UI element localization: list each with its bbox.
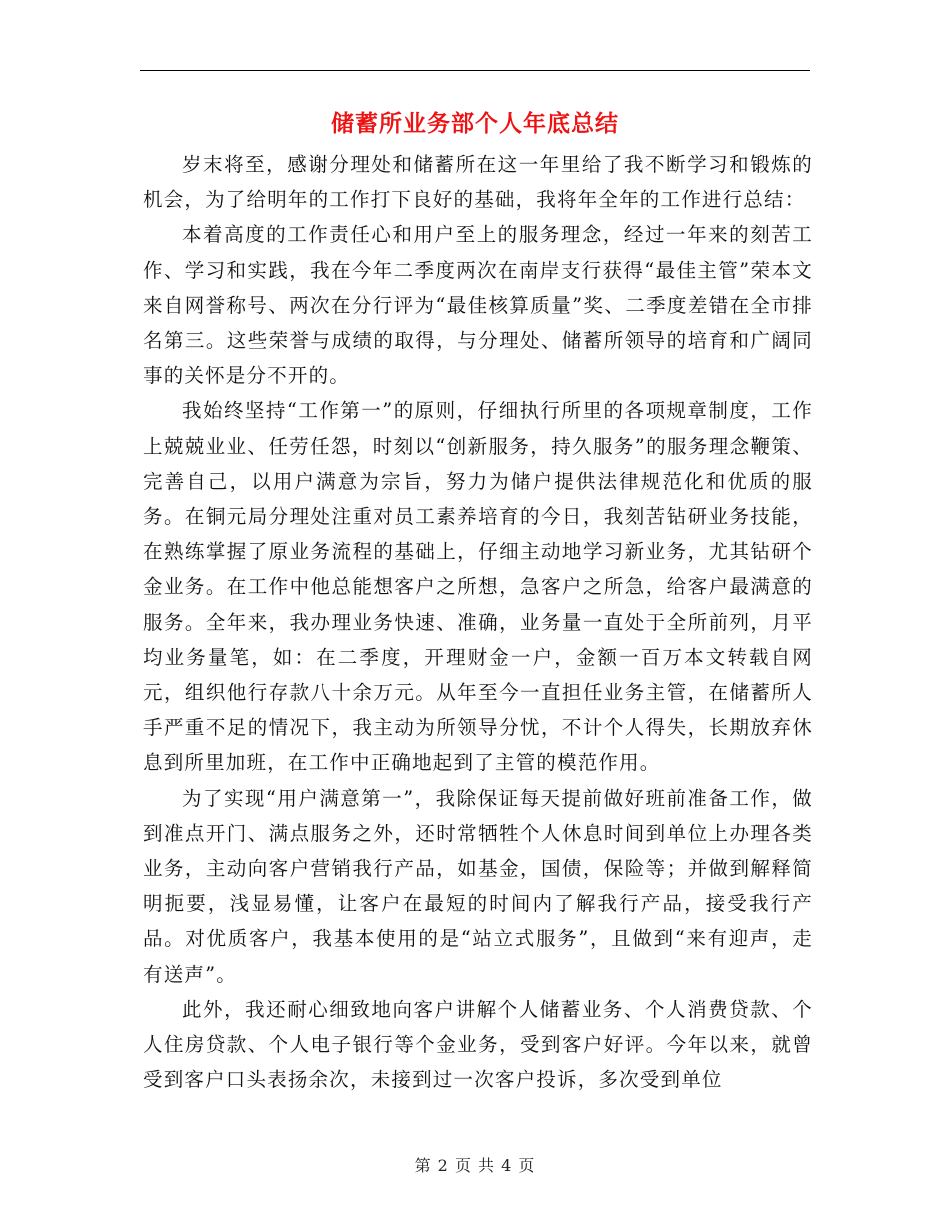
page-title: 储蓄所业务部个人年底总结 [331, 110, 619, 137]
header-rule [140, 70, 810, 71]
paragraph-honors: 本着高度的工作责任心和用户至上的服务理念，经过一年来的刻苦工作、学习和实践，我在今年二季度两次在南岸支行获得“最佳主管”荣本文来自网誉称号、两次在分行评为“最佳核算质量”奖、二季度差错在全市排名第三。这些荣誉与成绩的取得，与分理处、储蓄所领导的培育和广阔同事的关怀是分不开的。 [143, 223, 813, 388]
paragraph-additional: 此外，我还耐心细致地向客户讲解个人储蓄业务、个人消费贷款、个人住房贷款、个人电子银行等个金业务，受到客户好评。今年以来，就曾受到客户口头表扬余次，未接到过一次客户投诉，多次受到单位 [143, 997, 813, 1092]
paragraph-work-principle: 我始终坚持“工作第一”的原则，仔细执行所里的各项规章制度，工作上兢兢业业、任劳任怨，时刻以“创新服务，持久服务”的服务理念鞭策、完善自己，以用户满意为宗旨，努力为储户提供法律规范化和优质的服务。在铜元局分理处注重对员工素养培育的今日，我刻苦钻研业务技能，在熟练掌握了原业务流程的基础上，仔细主动地学习新业务，尤其钻研个金业务。在工作中他总能想客户之所想，急客户之所急，给客户最满意的服务。全年来，我办理业务快速、准确，业务量一直处于全所前列，月平均业务量笔，如：在二季度，开理财金一户，金额一百万本文转载自网元，组织他行存款八十余万元。从年至今一直担任业务主管，在储蓄所人手严重不足的情况下，我主动为所领导分忧，不计个人得失，长期放弃休息到所里加班，在工作中正确地起到了主管的模范作用。 [143, 399, 813, 775]
paragraph-customer-satisfaction: 为了实现“用户满意第一”，我除保证每天提前做好班前准备工作，做到准点开门、满点服务之外，还时常牺牲个人休息时间到单位上办理各类业务，主动向客户营销我行产品，如基金，国债，保险等；并做到解释简明扼要，浅显易懂，让客户在最短的时间内了解我行产品，接受我行产品。对优质客户，我基本使用的是“站立式服务”，且做到“来有迎声，走有送声”。 [143, 786, 813, 986]
page-footer: 第 2 页 共 4 页 [414, 1156, 536, 1175]
paragraph-intro: 岁末将至，感谢分理处和储蓄所在这一年里给了我不断学习和锻炼的机会，为了给明年的工作打下良好的基础，我将年全年的工作进行总结： [143, 153, 813, 212]
body-text [143, 147, 813, 1097]
